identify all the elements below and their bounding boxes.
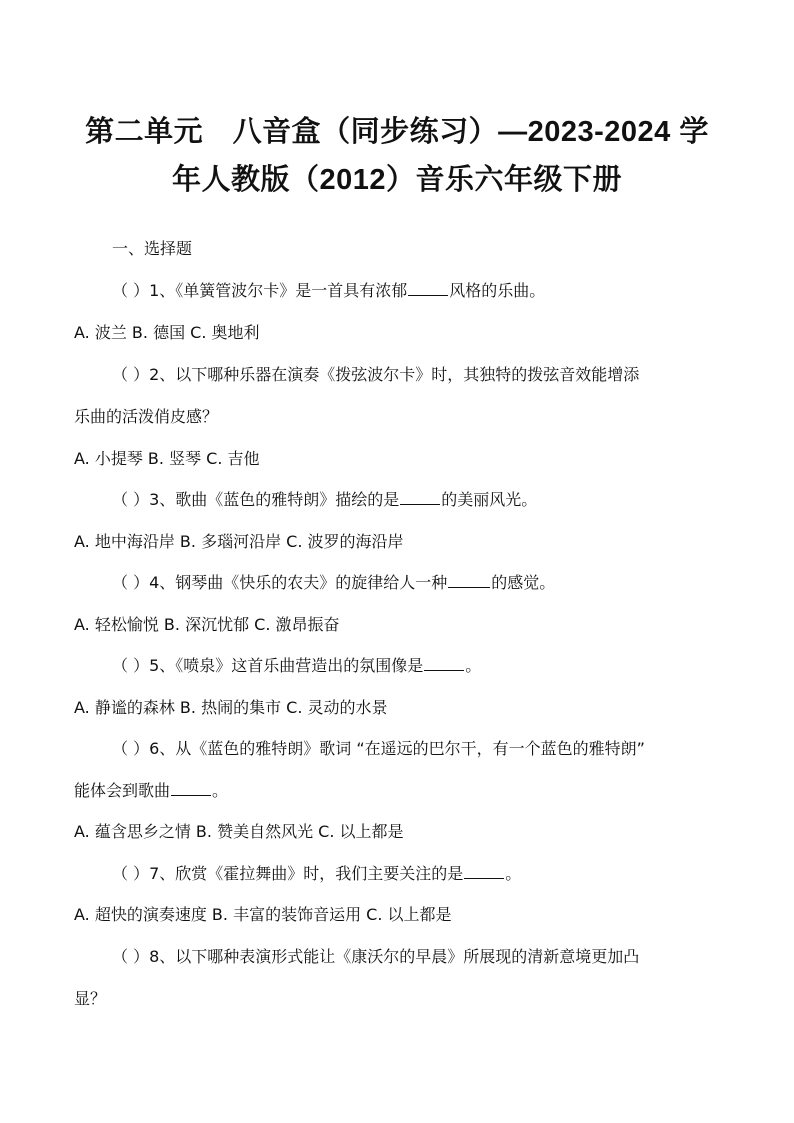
question-4 <box>112 572 555 594</box>
answer-blank <box>408 281 448 296</box>
question-5-text-post: 。 <box>465 656 482 675</box>
answer-blank <box>171 781 211 796</box>
question-1-text-pre: （ ）1、《单簧管波尔卡》是一首具有浓郁 <box>112 281 408 300</box>
question-1-options: A. 波兰 B. 德国 C. 奥地利 <box>74 323 260 342</box>
question-5-text-pre: （ ）5、《喷泉》这首乐曲营造出的氛围像是 <box>112 656 424 675</box>
question-4-options: A. 轻松愉悦 B. 深沉忧郁 C. 激昂振奋 <box>74 615 340 634</box>
question-6-options: A. 蕴含思乡之情 B. 赞美自然风光 C. 以上都是 <box>74 822 404 841</box>
answer-blank <box>448 573 490 588</box>
question-2-line-1: （ ）2、以下哪种乐器在演奏《拨弦波尔卡》时，其独特的拨弦音效能增添 <box>112 365 640 384</box>
question-3-text-pre: （ ）3、歌曲《蓝色的雅特朗》描绘的是 <box>112 490 400 509</box>
question-8-line-2: 显？ <box>74 989 107 1008</box>
answer-blank <box>424 656 464 671</box>
question-7-options: A. 超快的演奏速度 B. 丰富的装饰音运用 C. 以上都是 <box>74 905 452 924</box>
answer-blank <box>400 490 440 505</box>
question-1-text-post: 风格的乐曲。 <box>449 281 546 300</box>
question-4-text-pre: （ ）4、钢琴曲《快乐的农夫》的旋律给人一种 <box>112 573 448 592</box>
answer-blank <box>464 864 504 879</box>
question-5 <box>112 655 481 677</box>
document-title-line-1: 第二单元 八音盒（同步练习）—2023-2024 学 <box>85 116 709 148</box>
question-5-options: A. 静谧的森林 B. 热闹的集市 C. 灵动的水景 <box>74 698 388 717</box>
question-6-text-post: 。 <box>212 781 229 800</box>
question-3-options: A. 地中海沿岸 B. 多瑙河沿岸 C. 波罗的海沿岸 <box>74 532 404 551</box>
question-6-line-2 <box>74 780 228 802</box>
question-6-line-1: （ ）6、从《蓝色的雅特朗》歌词 “在遥远的巴尔干，有一个蓝色的雅特朗” <box>112 739 645 758</box>
question-2-options: A. 小提琴 B. 竖琴 C. 吉他 <box>74 449 260 468</box>
document-title-line-2: 年人教版（2012）音乐六年级下册 <box>171 164 622 196</box>
question-7-text-pre: （ ）7、欣赏《霍拉舞曲》时，我们主要关注的是 <box>112 864 464 883</box>
question-7 <box>112 863 521 885</box>
question-7-text-post: 。 <box>505 864 522 883</box>
question-2-line-2: 乐曲的活泼俏皮感？ <box>74 407 219 426</box>
question-4-text-post: 的感觉。 <box>491 573 556 592</box>
question-3 <box>112 489 537 511</box>
question-6-text-pre: 能体会到歌曲 <box>74 781 171 800</box>
question-8-line-1: （ ）8、以下哪种表演形式能让《康沃尔的早晨》所展现的清新意境更加凸 <box>112 947 640 966</box>
question-3-text-post: 的美丽风光。 <box>441 490 538 509</box>
section-heading: 一、选择题 <box>112 239 193 258</box>
question-1 <box>112 280 545 302</box>
